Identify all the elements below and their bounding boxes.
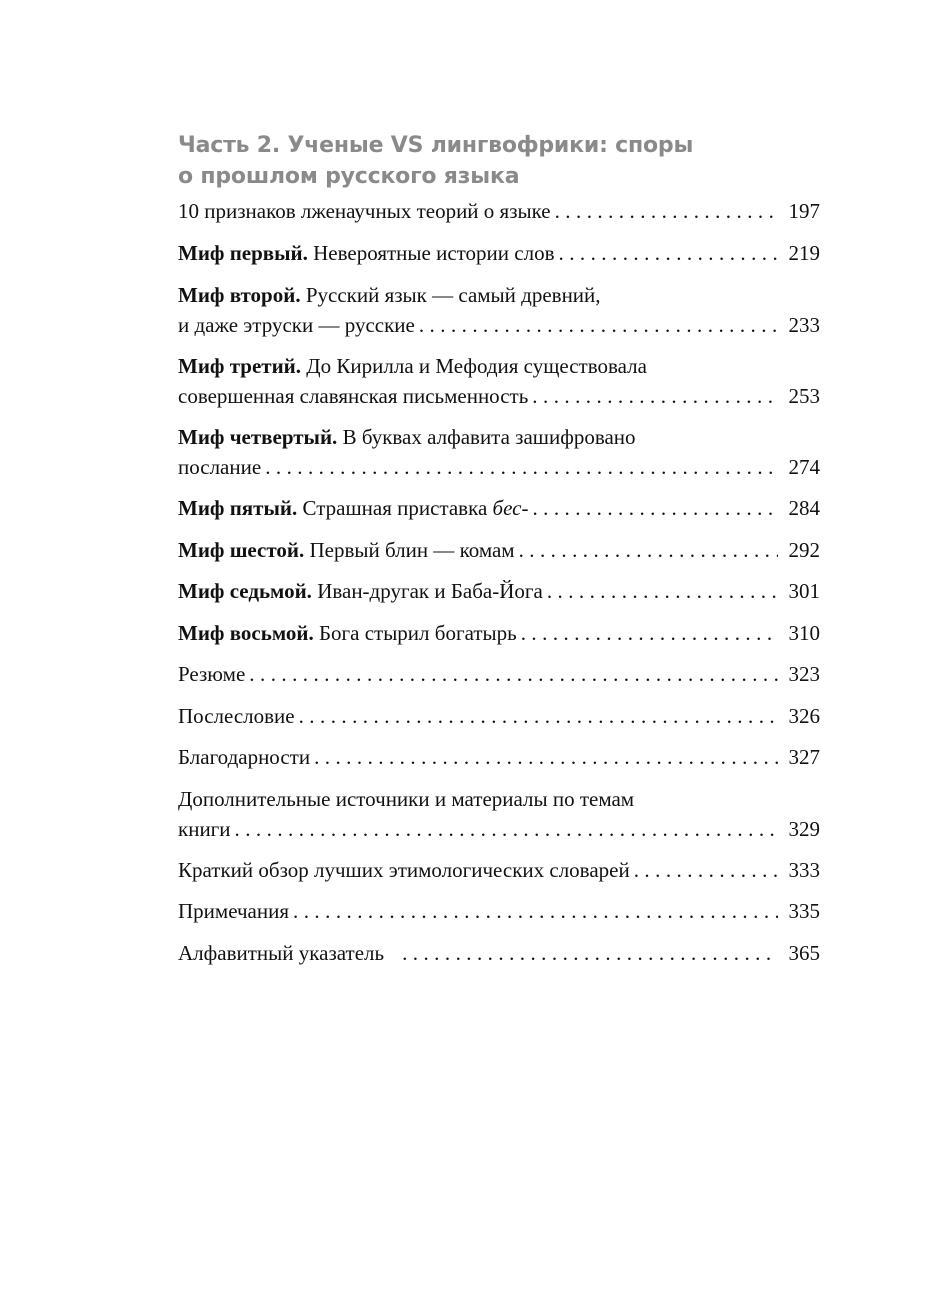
toc-entry-mif-5[interactable] — [178, 493, 820, 523]
page-number: 365 — [788, 941, 820, 965]
toc-entry-title: Страшная приставка — [302, 496, 488, 520]
toc-entry-lzhenauchnye[interactable] — [178, 196, 820, 226]
toc-entry-title: Послесловие — [178, 704, 295, 728]
page-number: 301 — [788, 579, 820, 603]
toc-entry-blagodarnosti[interactable] — [178, 742, 820, 772]
toc-entry-title: 10 признаков лженаучных теорий о языке — [178, 199, 551, 223]
page-number: 253 — [788, 384, 820, 408]
part-title-line-1: Часть 2. Ученые VS лингвофрики: споры — [178, 133, 694, 158]
page-number: 326 — [788, 704, 820, 728]
page-number: 233 — [788, 313, 820, 337]
myth-label: Миф второй. — [178, 283, 301, 307]
dot-leader — [519, 535, 778, 565]
dot-leader — [265, 452, 778, 482]
dot-leader — [249, 659, 778, 689]
dot-leader — [419, 310, 778, 340]
dot-leader — [532, 493, 778, 523]
toc-entry-title: До Кирилла и Мефодия существовала — [306, 354, 647, 378]
page-number: 284 — [788, 496, 820, 520]
toc-entry-mif-4[interactable] — [178, 422, 820, 482]
dot-leader — [532, 381, 778, 411]
myth-label: Миф шестой. — [178, 538, 305, 562]
toc-entry-title-cont: и даже этруски — русские — [178, 313, 415, 337]
toc-entry-title: Благодарности — [178, 745, 311, 769]
toc-entry-mif-7[interactable] — [178, 576, 820, 606]
toc-entry-title: Краткий обзор лучших этимологических словарей — [178, 858, 630, 882]
dot-leader — [559, 238, 779, 268]
part-title-line-2: о прошлом русского языка — [178, 164, 520, 189]
toc-entry-rezyume[interactable] — [178, 659, 820, 689]
page-number: 327 — [788, 745, 820, 769]
myth-label: Миф третий. — [178, 354, 302, 378]
toc-entry-title: Бога стырил богатырь — [318, 621, 517, 645]
dot-leader — [555, 196, 778, 226]
part-title — [178, 130, 818, 192]
toc-entry-italic-word: бес- — [492, 496, 529, 520]
dot-leader — [314, 742, 778, 772]
toc-entry-title-cont: послание — [178, 455, 262, 479]
toc-entry-title: Примечания — [178, 899, 290, 923]
toc-entry-mif-6[interactable] — [178, 535, 820, 565]
page-number: 292 — [788, 538, 820, 562]
myth-label: Миф пятый. — [178, 496, 298, 520]
toc-entry-slovari[interactable] — [178, 855, 820, 885]
toc-entry-title-cont: книги — [178, 817, 231, 841]
dot-leader — [293, 896, 778, 926]
toc-entry-title: Иван-другак и Баба-Йога — [317, 579, 543, 603]
dot-leader — [299, 701, 778, 731]
myth-label: Миф четвертый. — [178, 425, 338, 449]
toc-entry-istochniki[interactable] — [178, 784, 820, 844]
toc-entry-mif-1[interactable] — [178, 238, 820, 268]
page-number: 329 — [788, 817, 820, 841]
page-number: 323 — [788, 662, 820, 686]
dot-leader — [521, 618, 778, 648]
dot-leader — [634, 855, 778, 885]
myth-label: Миф седьмой. — [178, 579, 312, 603]
toc-entry-title: Первый блин — комам — [309, 538, 515, 562]
toc-entry-title: В буквах алфавита зашифровано — [342, 425, 636, 449]
toc-entry-posleslovie[interactable] — [178, 701, 820, 731]
toc-entry-primechaniya[interactable] — [178, 896, 820, 926]
toc-entry-mif-3[interactable] — [178, 351, 820, 411]
page-number: 274 — [788, 455, 820, 479]
toc-entry-title: Резюме — [178, 662, 246, 686]
myth-label: Миф первый. — [178, 241, 308, 265]
toc-entry-mif-2[interactable] — [178, 280, 820, 340]
dot-leader — [547, 576, 778, 606]
page-number: 197 — [788, 199, 820, 223]
toc-entry-ukazatel[interactable] — [178, 938, 820, 968]
myth-label: Миф восьмой. — [178, 621, 314, 645]
toc-entry-title: Алфавитный указатель — [178, 941, 385, 965]
toc-entry-mif-8[interactable] — [178, 618, 820, 648]
toc-entry-title-cont: совершенная славянская письменность — [178, 384, 529, 408]
toc-entry-title: Русский язык — самый древний, — [305, 283, 601, 307]
dot-leader — [235, 814, 778, 844]
page-number: 333 — [788, 858, 820, 882]
dot-leader — [402, 938, 778, 968]
page-number: 219 — [788, 241, 820, 265]
page-number: 310 — [788, 621, 820, 645]
page-number: 335 — [788, 899, 820, 923]
toc-entry-title: Дополнительные источники и материалы по темам — [178, 787, 635, 811]
toc-entry-title: Невероятные истории слов — [313, 241, 555, 265]
